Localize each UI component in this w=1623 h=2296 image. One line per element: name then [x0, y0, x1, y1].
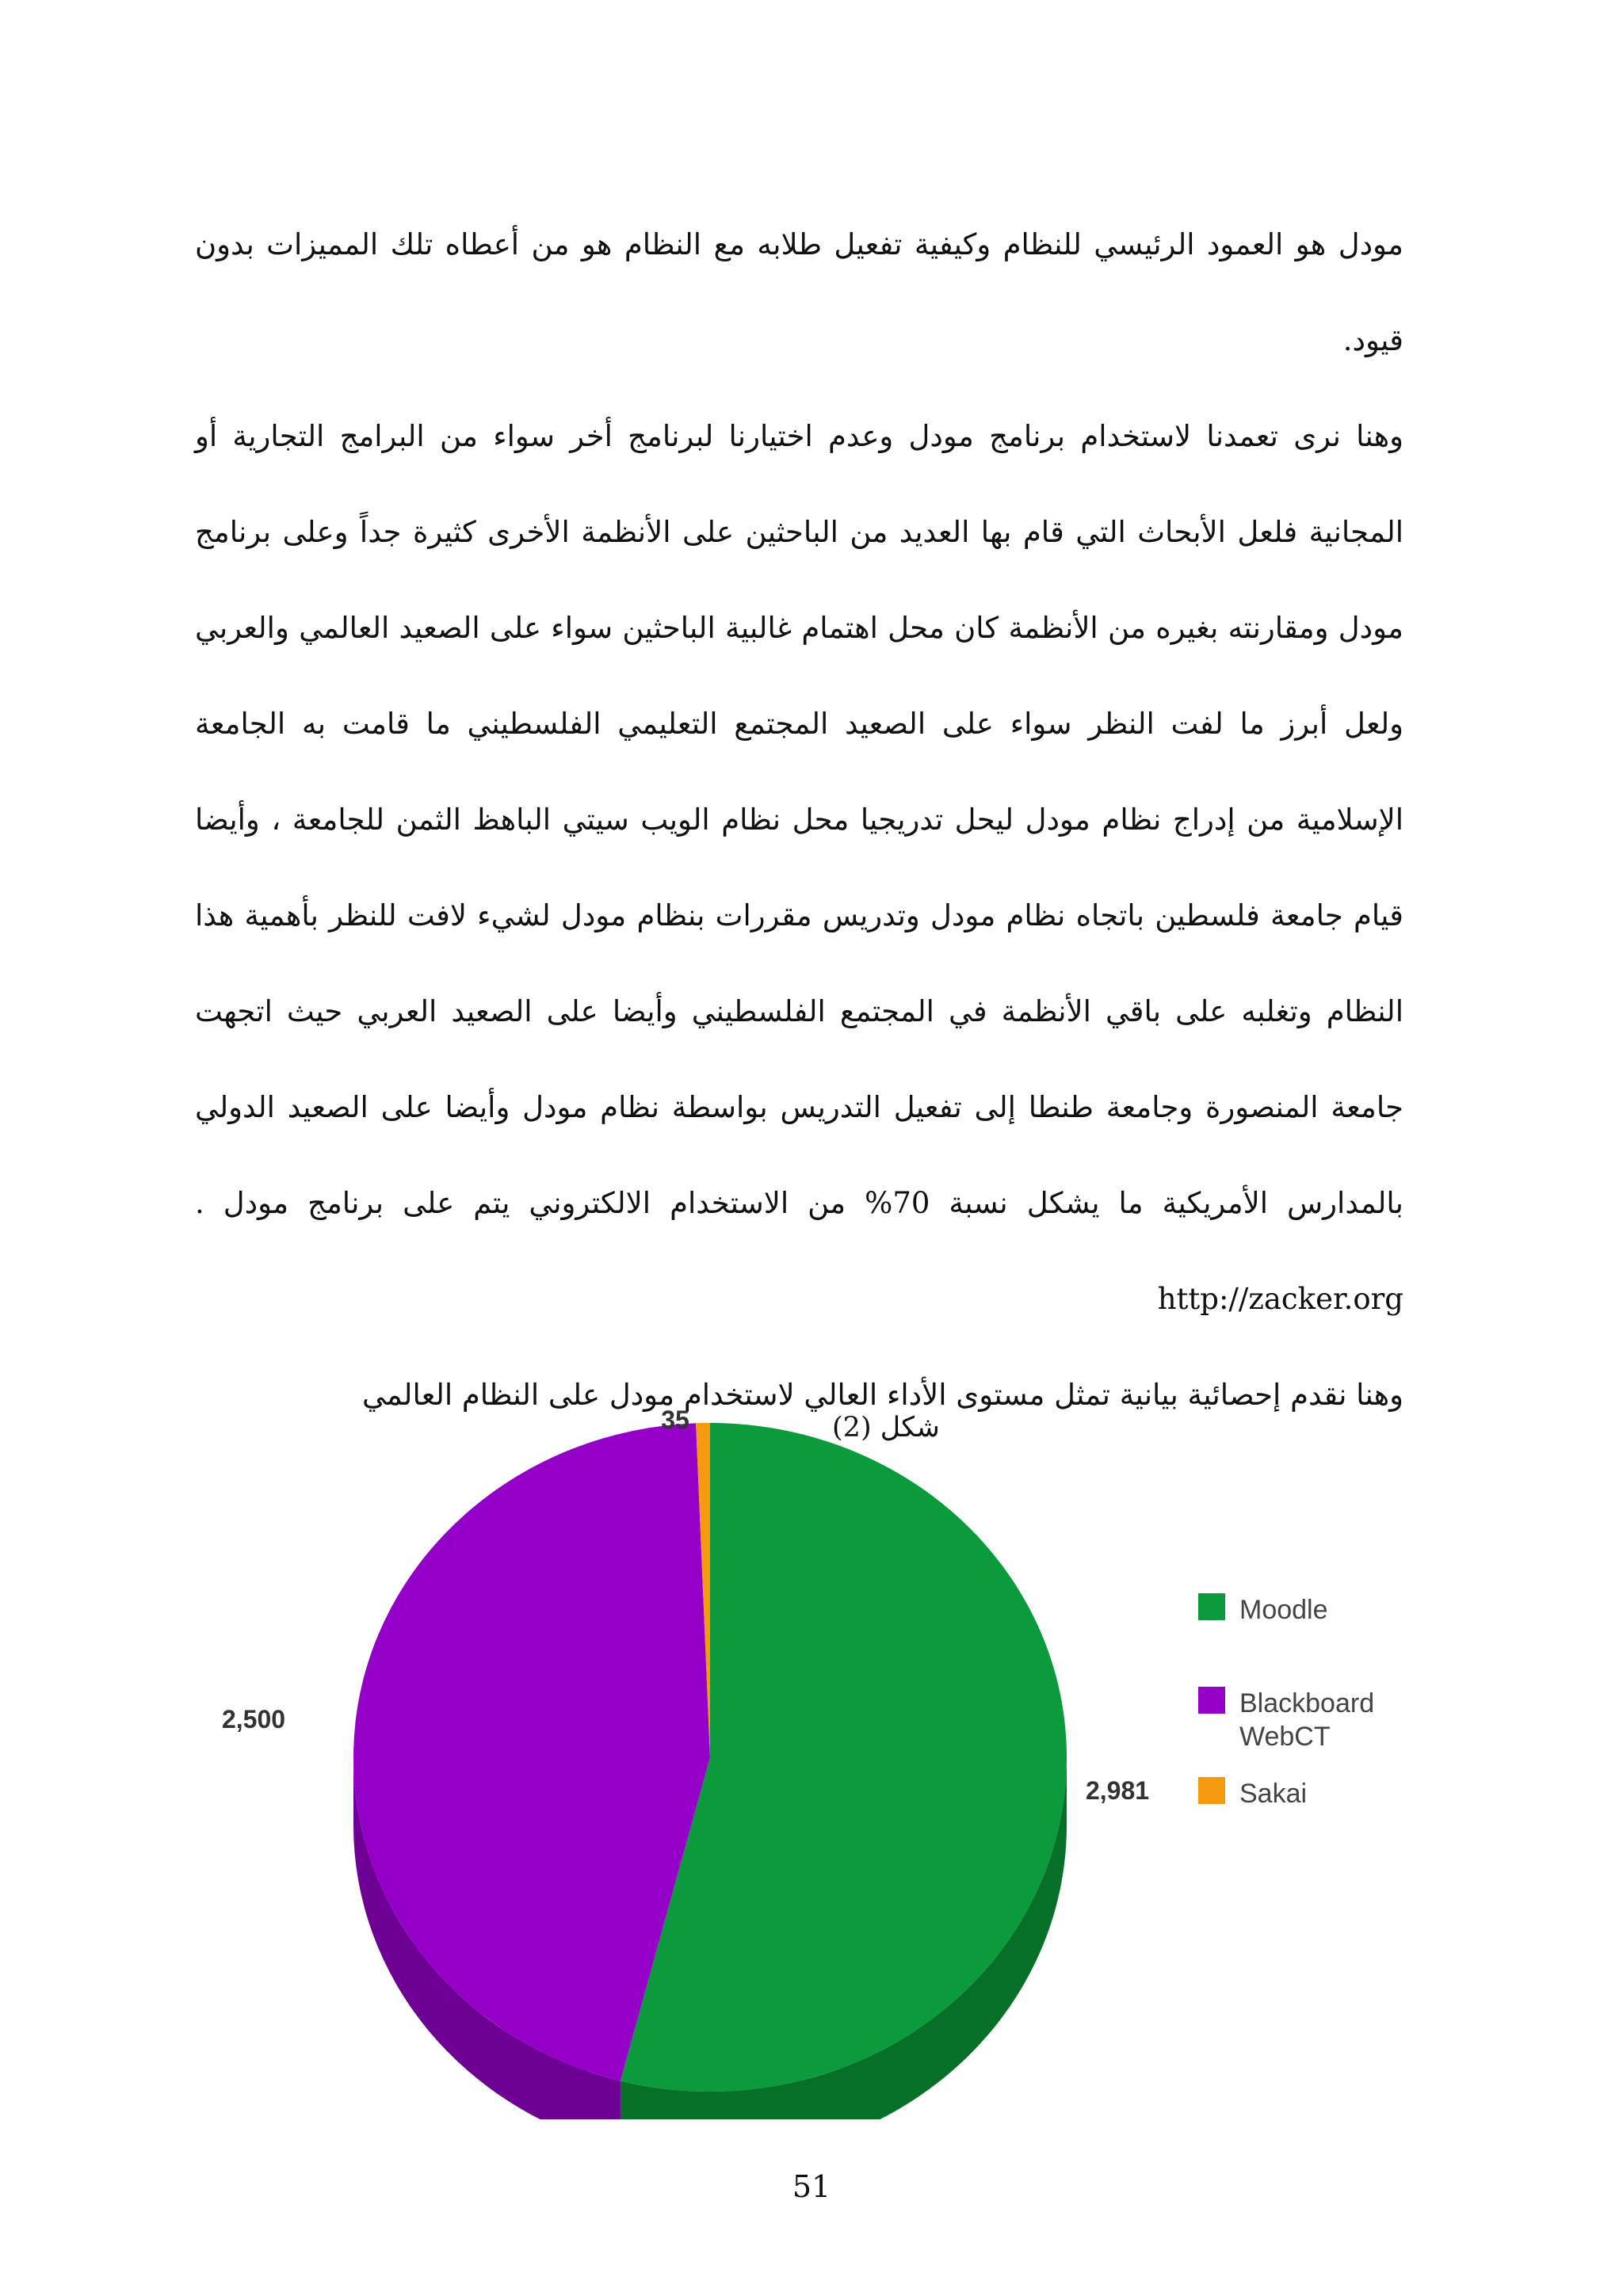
pie-chart: [206, 1406, 1426, 2119]
figure-caption: شكل (2): [832, 1412, 940, 1444]
page-number: 51: [792, 2169, 831, 2204]
body-text: [195, 196, 1403, 1443]
paragraph-2: [195, 388, 1403, 1347]
source-url: http://zacker.org: [1157, 1282, 1403, 1316]
paragraph-2-text: وهنا نرى تعمدنا لاستخدام برنامج مودل وعدم اختيارنا لبرنامج أخر سواء من البرامج التجارية أو المجانية فلعل الأبحاث التي قام بها العديد من الباحثين على الأنظمة الأخرى كثيرة جداً وعلى برنامج مودل ومقارنته بغيره من الأنظمة كان محل اهتمام غالبية الباحثين سواء على الصعيد العالمي والعربي ولعل أبرز ما لفت النظر سواء على الصعيد المجتمع التعليمي الفلسطيني ما قامت به الجامعة الإسلامية من إدراج نظام مودل ليحل تدريجيا محل نظام الويب سيتي الباهظ الثمن للجامعة ، وأيضا قيام جامعة فلسطين باتجاه نظام مودل وتدريس مقررات بنظام مودل لشيء لافت للنظر بأهمية هذا النظام وتغلبه على باقي الأنظمة في المجتمع الفلسطيني وأيضا على الصعيد العربي حيث اتجهت جامعة المنصورة وجامعة طنطا إلى تفعيل التدريس بواسطة نظام مودل وأيضا على الصعيد الدولي بالمدارس الأمريكية ما يشكل نسبة 70% من الاستخدام الالكتروني يتم على برنامج مودل .: [195, 419, 1403, 1220]
legend-swatch-sakai: [1198, 1777, 1225, 1804]
value-label-blackboard-webct: 2,500: [221, 1705, 286, 1733]
legend-swatch-moodle: [1198, 1593, 1225, 1620]
paragraph-1: مودل هو العمود الرئيسي للنظام وكيفية تفعيل طلابه مع النظام هو من أعطاه تلك المميزات بدون قيود.: [195, 227, 1403, 357]
legend-label-blackboard: Blackboard: [1239, 1688, 1375, 1718]
value-label-moodle: 2,981: [1085, 1776, 1150, 1805]
paragraph-3: وهنا نقدم إحصائية بيانية تمثل مستوى الأداء العالي لاستخدام مودل على النظام العالمي: [361, 1378, 1403, 1412]
legend-swatch-blackboard: [1198, 1687, 1225, 1714]
legend-label-sakai: Sakai: [1239, 1779, 1308, 1809]
legend-label-blackboard-line2: WebCT: [1239, 1722, 1331, 1752]
value-label-sakai: 35: [661, 1406, 689, 1434]
legend-label-moodle: Moodle: [1239, 1595, 1328, 1625]
